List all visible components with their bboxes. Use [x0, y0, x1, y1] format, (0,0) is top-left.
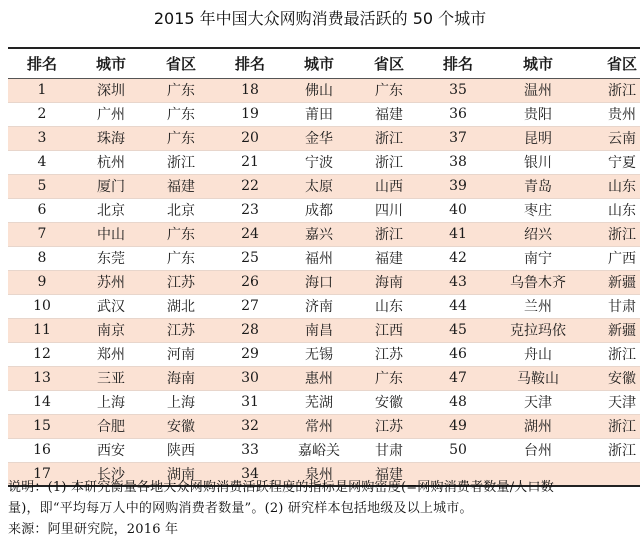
- cell-city: 温州: [492, 78, 584, 102]
- cell-city: 上海: [76, 390, 146, 414]
- cell-rank: 32: [216, 414, 284, 438]
- cell-rank: 6: [8, 198, 76, 222]
- cell-city: 三亚: [76, 366, 146, 390]
- cell-city: 乌鲁木齐: [492, 270, 584, 294]
- cell-province: 浙江: [354, 126, 424, 150]
- cell-rank: 10: [8, 294, 76, 318]
- header-city: 城市: [76, 48, 146, 78]
- cell-city: 珠海: [76, 126, 146, 150]
- cell-province: 江西: [354, 318, 424, 342]
- cell-city: 中山: [76, 222, 146, 246]
- cell-rank: 15: [8, 414, 76, 438]
- cell-province: 江苏: [354, 342, 424, 366]
- cell-province: 四川: [354, 198, 424, 222]
- cell-province: 天津: [584, 390, 640, 414]
- cell-city: 克拉玛依: [492, 318, 584, 342]
- cell-city: 惠州: [284, 366, 354, 390]
- table-header-row: [8, 48, 640, 78]
- cell-province: 广东: [354, 78, 424, 102]
- cell-rank: 26: [216, 270, 284, 294]
- cell-rank: 13: [8, 366, 76, 390]
- cell-rank: 24: [216, 222, 284, 246]
- header-rank: 排名: [424, 48, 492, 78]
- cell-rank: 21: [216, 150, 284, 174]
- cell-province: 浙江: [354, 222, 424, 246]
- cell-city: 银川: [492, 150, 584, 174]
- cell-city: 南京: [76, 318, 146, 342]
- cell-rank: 9: [8, 270, 76, 294]
- cell-city: 泉州: [284, 462, 354, 486]
- cell-rank: 25: [216, 246, 284, 270]
- cell-rank: 49: [424, 414, 492, 438]
- table-row: [8, 270, 640, 294]
- cell-rank: 4: [8, 150, 76, 174]
- cell-rank: 36: [424, 102, 492, 126]
- cell-rank: 3: [8, 126, 76, 150]
- table-row: [8, 102, 640, 126]
- cell-rank: 44: [424, 294, 492, 318]
- cell-province: 广东: [146, 78, 216, 102]
- cell-province: 湖北: [146, 294, 216, 318]
- table-row: [8, 150, 640, 174]
- table-row: [8, 342, 640, 366]
- header-province: 省区: [146, 48, 216, 78]
- cell-rank: 22: [216, 174, 284, 198]
- cell-province: 浙江: [584, 222, 640, 246]
- cell-city: 东莞: [76, 246, 146, 270]
- cell-rank: 8: [8, 246, 76, 270]
- cell-city: 济南: [284, 294, 354, 318]
- cell-city: 苏州: [76, 270, 146, 294]
- cell-rank: 48: [424, 390, 492, 414]
- cell-rank: 7: [8, 222, 76, 246]
- cell-city: 北京: [76, 198, 146, 222]
- cell-province: 山东: [584, 174, 640, 198]
- cell-province: 福建: [146, 174, 216, 198]
- cell-city: 杭州: [76, 150, 146, 174]
- ranking-table: [8, 47, 640, 487]
- cell-rank: 31: [216, 390, 284, 414]
- cell-province: 广东: [146, 102, 216, 126]
- table-row: [8, 222, 640, 246]
- cell-rank: 12: [8, 342, 76, 366]
- cell-province: 福建: [354, 462, 424, 486]
- cell-city: 兰州: [492, 294, 584, 318]
- cell-city: 莆田: [284, 102, 354, 126]
- cell-rank: 1: [8, 78, 76, 102]
- header-city: 城市: [492, 48, 584, 78]
- cell-rank: 50: [424, 438, 492, 462]
- cell-city: 成都: [284, 198, 354, 222]
- cell-rank: 46: [424, 342, 492, 366]
- cell-province: 广东: [146, 126, 216, 150]
- footnote: [8, 477, 636, 540]
- cell-city: 金华: [284, 126, 354, 150]
- cell-province: 江苏: [354, 414, 424, 438]
- cell-province: 山西: [354, 174, 424, 198]
- cell-province: 海南: [354, 270, 424, 294]
- cell-province: 河南: [146, 342, 216, 366]
- header-province: 省区: [354, 48, 424, 78]
- cell-province: 贵州: [584, 102, 640, 126]
- cell-rank: 29: [216, 342, 284, 366]
- cell-city: 马鞍山: [492, 366, 584, 390]
- cell-city: 台州: [492, 438, 584, 462]
- cell-city: 合肥: [76, 414, 146, 438]
- header-rank: 排名: [8, 48, 76, 78]
- cell-city: 郑州: [76, 342, 146, 366]
- cell-province: 山东: [354, 294, 424, 318]
- cell-province: 新疆: [584, 318, 640, 342]
- cell-province: 江苏: [146, 270, 216, 294]
- cell-rank: 37: [424, 126, 492, 150]
- table-body: [8, 78, 640, 486]
- table-row: [8, 78, 640, 102]
- cell-province: 浙江: [584, 438, 640, 462]
- cell-rank: 39: [424, 174, 492, 198]
- table-row: [8, 318, 640, 342]
- cell-city: 无锡: [284, 342, 354, 366]
- table-row: [8, 126, 640, 150]
- cell-city: 湖州: [492, 414, 584, 438]
- cell-province: 安徽: [354, 390, 424, 414]
- cell-province: 北京: [146, 198, 216, 222]
- table-row: [8, 246, 640, 270]
- cell-rank: 34: [216, 462, 284, 486]
- cell-city: 常州: [284, 414, 354, 438]
- cell-rank: 42: [424, 246, 492, 270]
- cell-province: 安徽: [584, 366, 640, 390]
- table-row: [8, 414, 640, 438]
- cell-city: 西安: [76, 438, 146, 462]
- cell-city: 宁波: [284, 150, 354, 174]
- cell-province: 广东: [146, 246, 216, 270]
- cell-city: 南昌: [284, 318, 354, 342]
- cell-province: 湖南: [146, 462, 216, 486]
- cell-rank: 41: [424, 222, 492, 246]
- footnote-line-1: 说明：(1) 本研究衡量各地大众网购消费活跃程度的指标是网购密度(=网购消费者数量/人口数: [8, 480, 554, 495]
- cell-rank: 2: [8, 102, 76, 126]
- source-line: 来源：阿里研究院，2016 年: [8, 522, 179, 537]
- table-row: [8, 366, 640, 390]
- cell-rank: 17: [8, 462, 76, 486]
- cell-province: 甘肃: [354, 438, 424, 462]
- table-row: [8, 198, 640, 222]
- cell-city: 舟山: [492, 342, 584, 366]
- cell-rank: 28: [216, 318, 284, 342]
- cell-city: 厦门: [76, 174, 146, 198]
- cell-province: 广东: [146, 222, 216, 246]
- cell-rank: 23: [216, 198, 284, 222]
- cell-province: 新疆: [584, 270, 640, 294]
- cell-city: 枣庄: [492, 198, 584, 222]
- cell-province: 宁夏: [584, 150, 640, 174]
- cell-province: 海南: [146, 366, 216, 390]
- cell-city: 佛山: [284, 78, 354, 102]
- cell-province: 江苏: [146, 318, 216, 342]
- cell-province: 山东: [584, 198, 640, 222]
- header-rank: 排名: [216, 48, 284, 78]
- footnote-line-2: 量)，即“平均每万人中的网购消费者数量”。(2) 研究样本包括地级及以上城市。: [8, 501, 473, 516]
- cell-rank: 20: [216, 126, 284, 150]
- cell-city: 广州: [76, 102, 146, 126]
- cell-province: 安徽: [146, 414, 216, 438]
- cell-city: 芜湖: [284, 390, 354, 414]
- table-row: [8, 390, 640, 414]
- cell-city: 海口: [284, 270, 354, 294]
- cell-province: 广西: [584, 246, 640, 270]
- cell-rank: 40: [424, 198, 492, 222]
- header-province: 省区: [584, 48, 640, 78]
- cell-city: 绍兴: [492, 222, 584, 246]
- cell-rank: 43: [424, 270, 492, 294]
- cell-province: 福建: [354, 102, 424, 126]
- cell-city: 昆明: [492, 126, 584, 150]
- cell-rank: 16: [8, 438, 76, 462]
- page-title: 2015 年中国大众网购消费最活跃的 50 个城市: [153, 9, 487, 28]
- cell-city: 太原: [284, 174, 354, 198]
- cell-city: 嘉兴: [284, 222, 354, 246]
- cell-rank: 19: [216, 102, 284, 126]
- cell-city: 天津: [492, 390, 584, 414]
- header-city: 城市: [284, 48, 354, 78]
- cell-city: 长沙: [76, 462, 146, 486]
- cell-province: 浙江: [584, 342, 640, 366]
- cell-rank: 11: [8, 318, 76, 342]
- cell-city: 青岛: [492, 174, 584, 198]
- cell-city: 贵阳: [492, 102, 584, 126]
- cell-rank: 38: [424, 150, 492, 174]
- cell-city: 嘉峪关: [284, 438, 354, 462]
- cell-province: 上海: [146, 390, 216, 414]
- cell-rank: 5: [8, 174, 76, 198]
- cell-province: 福建: [354, 246, 424, 270]
- cell-rank: 27: [216, 294, 284, 318]
- cell-rank: 33: [216, 438, 284, 462]
- cell-province: 浙江: [584, 414, 640, 438]
- cell-rank: 14: [8, 390, 76, 414]
- cell-rank: 35: [424, 78, 492, 102]
- cell-city: 深圳: [76, 78, 146, 102]
- cell-province: 陕西: [146, 438, 216, 462]
- cell-province: 浙江: [584, 78, 640, 102]
- cell-province: 浙江: [354, 150, 424, 174]
- cell-province: 浙江: [146, 150, 216, 174]
- table-row: [8, 294, 640, 318]
- cell-city: 南宁: [492, 246, 584, 270]
- cell-province: 甘肃: [584, 294, 640, 318]
- cell-rank: 45: [424, 318, 492, 342]
- cell-rank: 18: [216, 78, 284, 102]
- cell-province: 广东: [354, 366, 424, 390]
- table-row: [8, 438, 640, 462]
- cell-city: 福州: [284, 246, 354, 270]
- cell-city: 武汉: [76, 294, 146, 318]
- cell-rank: 47: [424, 366, 492, 390]
- cell-province: 云南: [584, 126, 640, 150]
- table-row: [8, 174, 640, 198]
- cell-rank: 30: [216, 366, 284, 390]
